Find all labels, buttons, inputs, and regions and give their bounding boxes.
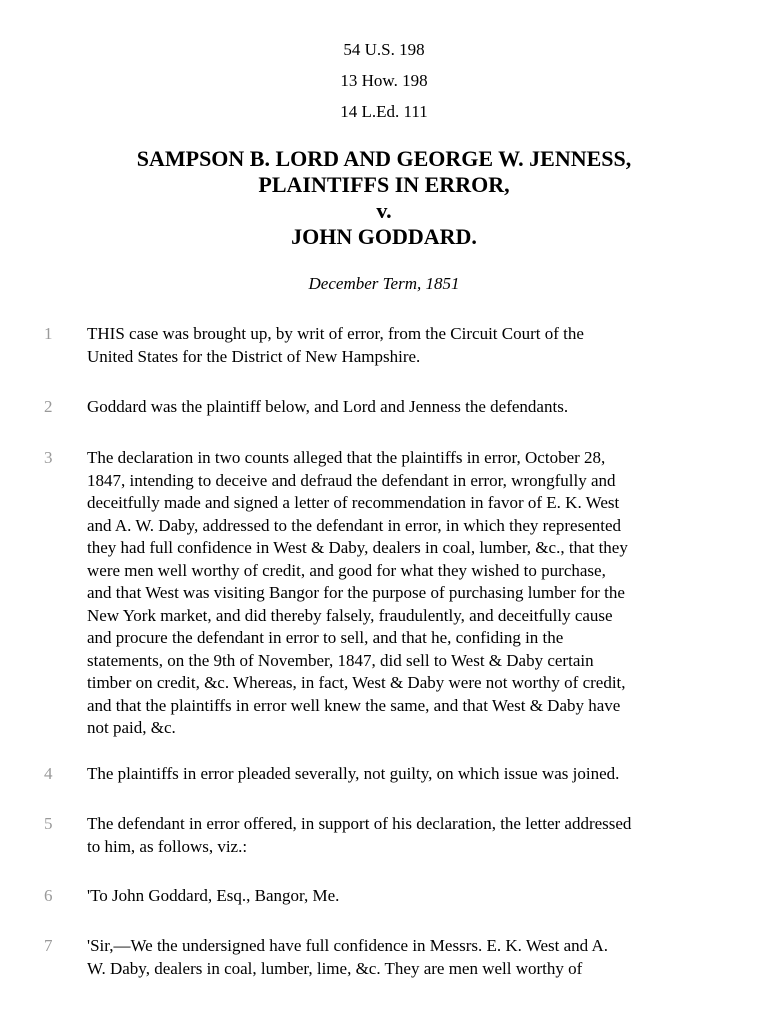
case-title-line-3: v.: [376, 198, 392, 223]
case-title-line-1: SAMPSON B. LORD AND GEORGE W. JENNESS,: [136, 146, 632, 171]
paragraph-line: 'To John Goddard, Esq., Bangor, Me.: [87, 886, 340, 905]
paragraph-line: timber on credit, &c. Whereas, in fact, West & Daby were not worthy of credit,: [87, 673, 626, 692]
paragraph-line: and that the plaintiffs in error well knew the same, and that West & Daby have: [87, 695, 621, 715]
case-title-line-4: JOHN GODDARD.: [291, 224, 477, 249]
term-date: December Term, 1851: [308, 274, 460, 293]
paragraph-line: and procure the defendant in error to sell, and that he, confiding in the: [87, 628, 564, 647]
case-title: [40, 146, 728, 250]
paragraph-line: they had full confidence in West & Daby, dealers in coal, lumber, &c., that they: [87, 538, 628, 557]
paragraph-line: and that West was visiting Bangor for the purpose of purchasing lumber for the: [87, 583, 625, 602]
paragraph-line: THIS case was brought up, by writ of error, from the Circuit Court of the: [87, 324, 584, 343]
paragraph-line: New York market, and did thereby falsely, fraudulently, and deceitfully cause: [87, 605, 613, 625]
paragraph-line: and A. W. Daby, addressed to the defendant in error, in which they represented: [87, 515, 622, 535]
paragraph-text: [87, 763, 727, 786]
paragraph-line: Goddard was the plaintiff below, and Lord and Jenness the defendants.: [87, 397, 569, 416]
paragraph-line: The declaration in two counts alleged that the plaintiffs in error, October 28,: [87, 448, 606, 467]
citation-block: [0, 34, 768, 127]
paragraph-line: The plaintiffs in error pleaded severally, not guilty, on which issue was joined.: [87, 764, 620, 783]
paragraph-number: 4: [44, 764, 53, 783]
case-title-line-2: PLAINTIFFS IN ERROR,: [258, 172, 510, 197]
paragraph-number: 5: [44, 814, 53, 833]
citation-us-reports: 54 U.S. 198: [343, 40, 425, 59]
paragraph-number: 1: [44, 324, 53, 343]
paragraph-line: were men well worthy of credit, and good for what they wished to purchase,: [87, 560, 606, 580]
paragraph-text: [87, 813, 727, 858]
paragraph-text: [87, 935, 727, 980]
paragraph-line: not paid, &c.: [87, 718, 176, 737]
paragraph-line: 1847, intending to deceive and defraud the defendant in error, wrongfully and: [87, 470, 616, 490]
paragraph-line: statements, on the 9th of November, 1847, did sell to West & Daby certain: [87, 650, 594, 670]
paragraph-line: United States for the District of New Hampshire.: [87, 346, 421, 366]
paragraph-number: 7: [44, 936, 53, 955]
paragraph-line: W. Daby, dealers in coal, lumber, lime, &c. They are men well worthy of: [87, 958, 583, 978]
paragraph-line: The defendant in error offered, in support of his declaration, the letter addressed: [87, 814, 632, 833]
paragraph-number: 3: [44, 448, 53, 467]
paragraph-number: 6: [44, 886, 53, 905]
paragraph-line: deceitfully made and signed a letter of recommendation in favor of E. K. West: [87, 493, 620, 512]
citation-howard: 13 How. 198: [340, 71, 428, 90]
paragraph-text: [87, 447, 727, 740]
paragraph-text: [87, 885, 727, 908]
citation-lawyers-edition: 14 L.Ed. 111: [340, 102, 428, 121]
paragraph-line: 'Sir,—We the undersigned have full confidence in Messrs. E. K. West and A.: [87, 936, 609, 955]
paragraph-text: [87, 323, 727, 368]
paragraph-text: [87, 396, 727, 419]
paragraph-line: to him, as follows, viz.:: [87, 836, 248, 856]
paragraph-number: 2: [44, 397, 53, 416]
